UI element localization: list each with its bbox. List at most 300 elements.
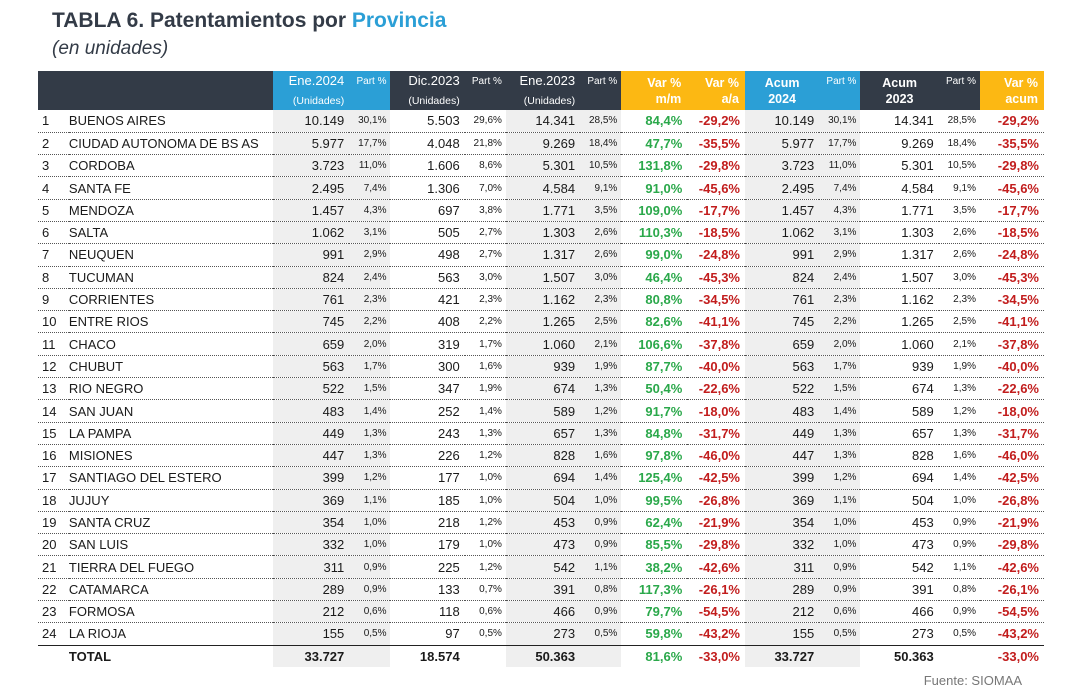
cell-vac: -17,7%	[980, 199, 1044, 221]
cell-e24: 563	[273, 355, 349, 377]
cell-p2: 2,7%	[465, 244, 506, 266]
cell-p5: 0,9%	[939, 534, 980, 556]
cell-p3: 1,6%	[580, 444, 621, 466]
cell-p2: 2,3%	[465, 288, 506, 310]
cell-e24: 991	[273, 244, 349, 266]
header-blank	[38, 71, 69, 110]
cell-p2: 2,2%	[465, 311, 506, 333]
cell-p1: 1,4%	[349, 400, 390, 422]
cell-p3: 2,3%	[580, 288, 621, 310]
cell-d23: 185	[390, 489, 464, 511]
cell-p4: 1,1%	[819, 489, 860, 511]
cell-a24: 483	[745, 400, 819, 422]
cell-vac: -35,5%	[980, 132, 1044, 154]
cell-vac: -24,8%	[980, 244, 1044, 266]
cell-p3: 2,5%	[580, 311, 621, 333]
cell-e24: 399	[273, 467, 349, 489]
cell-prov: TIERRA DEL FUEGO	[69, 556, 273, 578]
cell-prov: CIUDAD AUTONOMA DE BS AS	[69, 132, 273, 154]
cell-p5: 0,8%	[939, 578, 980, 600]
cell-a23: 1.771	[860, 199, 938, 221]
cell-p4	[819, 645, 860, 667]
cell-d23: 97	[390, 623, 464, 645]
header-var-mm: Var % m/m	[621, 71, 687, 110]
cell-p4: 0,5%	[819, 623, 860, 645]
cell-vmm: 46,4%	[621, 266, 687, 288]
cell-p4: 1,3%	[819, 444, 860, 466]
cell-a24: 1.062	[745, 221, 819, 243]
cell-p2: 0,7%	[465, 578, 506, 600]
table-row	[38, 155, 1044, 177]
cell-p3: 2,6%	[580, 221, 621, 243]
cell-d23: 225	[390, 556, 464, 578]
cell-n: 17	[38, 467, 69, 489]
cell-vaa: -43,2%	[687, 623, 745, 645]
cell-n: 2	[38, 132, 69, 154]
cell-vaa: -31,7%	[687, 422, 745, 444]
cell-prov: TOTAL	[69, 645, 273, 667]
cell-vaa: -34,5%	[687, 288, 745, 310]
cell-d23: 133	[390, 578, 464, 600]
cell-a24: 332	[745, 534, 819, 556]
cell-p2	[465, 645, 506, 667]
source-note: Fuente: SIOMAA	[923, 673, 1022, 688]
cell-d23: 18.574	[390, 645, 464, 667]
cell-p3: 28,5%	[580, 110, 621, 132]
cell-p2: 21,8%	[465, 132, 506, 154]
cell-a24: 33.727	[745, 645, 819, 667]
cell-vac: -22,6%	[980, 378, 1044, 400]
cell-p3: 1,0%	[580, 489, 621, 511]
cell-p3: 1,9%	[580, 355, 621, 377]
cell-vac: -41,1%	[980, 311, 1044, 333]
cell-p5: 3,5%	[939, 199, 980, 221]
cell-p3: 1,1%	[580, 556, 621, 578]
cell-a23: 674	[860, 378, 938, 400]
cell-a23: 657	[860, 422, 938, 444]
table-row	[38, 422, 1044, 444]
cell-a24: 399	[745, 467, 819, 489]
cell-e23: 589	[506, 400, 580, 422]
cell-vmm: 85,5%	[621, 534, 687, 556]
cell-p4: 7,4%	[819, 177, 860, 199]
cell-n: 3	[38, 155, 69, 177]
cell-vmm: 91,7%	[621, 400, 687, 422]
cell-vac: -33,0%	[980, 645, 1044, 667]
table-row	[38, 177, 1044, 199]
cell-p2: 0,5%	[465, 623, 506, 645]
cell-n: 6	[38, 221, 69, 243]
cell-vmm: 84,8%	[621, 422, 687, 444]
cell-d23: 177	[390, 467, 464, 489]
cell-vmm: 109,0%	[621, 199, 687, 221]
cell-p5: 2,6%	[939, 221, 980, 243]
header-blank	[69, 71, 273, 110]
table-row	[38, 355, 1044, 377]
cell-n: 16	[38, 444, 69, 466]
cell-p1: 2,3%	[349, 288, 390, 310]
cell-d23: 347	[390, 378, 464, 400]
cell-vmm: 99,0%	[621, 244, 687, 266]
cell-vac: -45,3%	[980, 266, 1044, 288]
table-row	[38, 534, 1044, 556]
cell-p5: 1,4%	[939, 467, 980, 489]
cell-a24: 5.977	[745, 132, 819, 154]
cell-p4: 4,3%	[819, 199, 860, 221]
cell-vmm: 99,5%	[621, 489, 687, 511]
table-row	[38, 132, 1044, 154]
cell-d23: 408	[390, 311, 464, 333]
cell-vaa: -29,8%	[687, 155, 745, 177]
cell-a24: 155	[745, 623, 819, 645]
cell-p3: 0,9%	[580, 511, 621, 533]
cell-p5: 2,1%	[939, 333, 980, 355]
cell-prov: SAN JUAN	[69, 400, 273, 422]
cell-a23: 9.269	[860, 132, 938, 154]
cell-p5: 1,0%	[939, 489, 980, 511]
cell-n: 18	[38, 489, 69, 511]
cell-p2: 2,7%	[465, 221, 506, 243]
cell-vac: -45,6%	[980, 177, 1044, 199]
cell-vmm: 79,7%	[621, 601, 687, 623]
cell-vac: -54,5%	[980, 601, 1044, 623]
cell-p1: 2,9%	[349, 244, 390, 266]
cell-a23: 1.507	[860, 266, 938, 288]
table-row	[38, 556, 1044, 578]
cell-vaa: -29,8%	[687, 534, 745, 556]
cell-p5: 2,5%	[939, 311, 980, 333]
cell-p1: 0,6%	[349, 601, 390, 623]
cell-prov: CORDOBA	[69, 155, 273, 177]
cell-p5: 1,6%	[939, 444, 980, 466]
cell-vac: -29,8%	[980, 534, 1044, 556]
cell-p5: 10,5%	[939, 155, 980, 177]
cell-vac: -21,9%	[980, 511, 1044, 533]
header-part: Part %	[465, 71, 506, 110]
header-part: Part %	[349, 71, 390, 110]
cell-a24: 563	[745, 355, 819, 377]
cell-p4: 2,3%	[819, 288, 860, 310]
header-dic2023: Dic.2023 (Unidades)	[390, 71, 464, 110]
cell-p2: 7,0%	[465, 177, 506, 199]
cell-d23: 4.048	[390, 132, 464, 154]
cell-p3: 1,2%	[580, 400, 621, 422]
cell-vaa: -18,5%	[687, 221, 745, 243]
cell-a23: 939	[860, 355, 938, 377]
header-ene2023: Ene.2023 (Unidades)	[506, 71, 580, 110]
cell-a24: 824	[745, 266, 819, 288]
cell-prov: CORRIENTES	[69, 288, 273, 310]
cell-vmm: 62,4%	[621, 511, 687, 533]
cell-vmm: 97,8%	[621, 444, 687, 466]
cell-vac: -29,8%	[980, 155, 1044, 177]
title-main: TABLA 6. Patentamientos por	[52, 9, 352, 32]
cell-p4: 30,1%	[819, 110, 860, 132]
cell-p1: 1,0%	[349, 511, 390, 533]
cell-prov: LA PAMPA	[69, 422, 273, 444]
cell-p2: 1,2%	[465, 444, 506, 466]
cell-p1: 1,1%	[349, 489, 390, 511]
cell-e23: 1.060	[506, 333, 580, 355]
table-row	[38, 266, 1044, 288]
cell-p4: 1,3%	[819, 422, 860, 444]
table-row	[38, 311, 1044, 333]
cell-e23: 694	[506, 467, 580, 489]
cell-d23: 300	[390, 355, 464, 377]
table-row	[38, 489, 1044, 511]
table-row	[38, 221, 1044, 243]
header-part: Part %	[580, 71, 621, 110]
cell-p4: 1,0%	[819, 511, 860, 533]
cell-vac: -46,0%	[980, 444, 1044, 466]
cell-vaa: -33,0%	[687, 645, 745, 667]
cell-vmm: 91,0%	[621, 177, 687, 199]
cell-p5: 1,2%	[939, 400, 980, 422]
cell-prov: NEUQUEN	[69, 244, 273, 266]
cell-a23: 1.317	[860, 244, 938, 266]
cell-a23: 589	[860, 400, 938, 422]
cell-a24: 3.723	[745, 155, 819, 177]
cell-a23: 694	[860, 467, 938, 489]
cell-p2: 3,0%	[465, 266, 506, 288]
header-row	[38, 71, 1044, 110]
table-row	[38, 199, 1044, 221]
cell-p1: 2,2%	[349, 311, 390, 333]
cell-d23: 218	[390, 511, 464, 533]
table-row	[38, 378, 1044, 400]
cell-p4: 2,2%	[819, 311, 860, 333]
cell-vmm: 59,8%	[621, 623, 687, 645]
cell-a24: 447	[745, 444, 819, 466]
cell-p1: 30,1%	[349, 110, 390, 132]
cell-p3: 0,8%	[580, 578, 621, 600]
cell-vmm: 47,7%	[621, 132, 687, 154]
cell-d23: 697	[390, 199, 464, 221]
cell-p1: 0,5%	[349, 623, 390, 645]
cell-a24: 991	[745, 244, 819, 266]
cell-vaa: -29,2%	[687, 110, 745, 132]
cell-a23: 542	[860, 556, 938, 578]
cell-p3: 2,6%	[580, 244, 621, 266]
cell-vac: -34,5%	[980, 288, 1044, 310]
cell-e24: 369	[273, 489, 349, 511]
cell-e24: 354	[273, 511, 349, 533]
cell-a24: 311	[745, 556, 819, 578]
cell-p2: 1,0%	[465, 534, 506, 556]
cell-n: 1	[38, 110, 69, 132]
cell-e24: 659	[273, 333, 349, 355]
cell-d23: 421	[390, 288, 464, 310]
cell-vaa: -22,6%	[687, 378, 745, 400]
cell-d23: 179	[390, 534, 464, 556]
cell-p4: 1,7%	[819, 355, 860, 377]
cell-p4: 2,9%	[819, 244, 860, 266]
cell-prov: ENTRE RIOS	[69, 311, 273, 333]
cell-p2: 29,6%	[465, 110, 506, 132]
cell-vac: -26,8%	[980, 489, 1044, 511]
cell-d23: 498	[390, 244, 464, 266]
cell-p3: 1,4%	[580, 467, 621, 489]
table-row	[38, 578, 1044, 600]
cell-e24: 10.149	[273, 110, 349, 132]
cell-prov: RIO NEGRO	[69, 378, 273, 400]
cell-e24: 447	[273, 444, 349, 466]
cell-a23: 5.301	[860, 155, 938, 177]
cell-e23: 50.363	[506, 645, 580, 667]
cell-p2: 8,6%	[465, 155, 506, 177]
cell-d23: 563	[390, 266, 464, 288]
cell-n	[38, 645, 69, 667]
cell-e23: 1.303	[506, 221, 580, 243]
cell-prov: MENDOZA	[69, 199, 273, 221]
cell-n: 9	[38, 288, 69, 310]
cell-e24: 745	[273, 311, 349, 333]
cell-vac: -18,0%	[980, 400, 1044, 422]
cell-vac: -42,5%	[980, 467, 1044, 489]
cell-vac: -40,0%	[980, 355, 1044, 377]
cell-a23: 391	[860, 578, 938, 600]
cell-e24: 289	[273, 578, 349, 600]
cell-a24: 289	[745, 578, 819, 600]
cell-n: 7	[38, 244, 69, 266]
cell-p3: 1,3%	[580, 422, 621, 444]
cell-e23: 504	[506, 489, 580, 511]
cell-vac: -37,8%	[980, 333, 1044, 355]
cell-n: 23	[38, 601, 69, 623]
cell-p3: 3,0%	[580, 266, 621, 288]
cell-prov: SANTA CRUZ	[69, 511, 273, 533]
cell-vmm: 50,4%	[621, 378, 687, 400]
cell-vac: -18,5%	[980, 221, 1044, 243]
cell-vac: -26,1%	[980, 578, 1044, 600]
cell-e23: 1.265	[506, 311, 580, 333]
cell-p1: 1,3%	[349, 444, 390, 466]
cell-p2: 1,4%	[465, 400, 506, 422]
cell-n: 14	[38, 400, 69, 422]
cell-e24: 5.977	[273, 132, 349, 154]
cell-e23: 9.269	[506, 132, 580, 154]
cell-p4: 2,0%	[819, 333, 860, 355]
cell-e24: 311	[273, 556, 349, 578]
cell-prov: MISIONES	[69, 444, 273, 466]
cell-d23: 226	[390, 444, 464, 466]
cell-p1: 0,9%	[349, 556, 390, 578]
cell-p5	[939, 645, 980, 667]
cell-n: 24	[38, 623, 69, 645]
cell-p1: 3,1%	[349, 221, 390, 243]
cell-p3: 18,4%	[580, 132, 621, 154]
cell-d23: 118	[390, 601, 464, 623]
cell-e24: 332	[273, 534, 349, 556]
cell-p5: 3,0%	[939, 266, 980, 288]
cell-p2: 1,0%	[465, 489, 506, 511]
cell-a24: 522	[745, 378, 819, 400]
cell-p4: 1,4%	[819, 400, 860, 422]
cell-vaa: -46,0%	[687, 444, 745, 466]
cell-vac: -31,7%	[980, 422, 1044, 444]
cell-e24: 761	[273, 288, 349, 310]
cell-a24: 2.495	[745, 177, 819, 199]
cell-vmm: 84,4%	[621, 110, 687, 132]
cell-p4: 0,9%	[819, 556, 860, 578]
cell-prov: CHACO	[69, 333, 273, 355]
table-row	[38, 511, 1044, 533]
cell-e24: 1.062	[273, 221, 349, 243]
cell-d23: 1.606	[390, 155, 464, 177]
cell-a23: 273	[860, 623, 938, 645]
cell-p2: 1,7%	[465, 333, 506, 355]
cell-p5: 1,3%	[939, 422, 980, 444]
table-row	[38, 333, 1044, 355]
cell-p1: 17,7%	[349, 132, 390, 154]
header-part: Part %	[939, 71, 980, 110]
cell-n: 12	[38, 355, 69, 377]
cell-n: 21	[38, 556, 69, 578]
cell-e23: 1.317	[506, 244, 580, 266]
cell-p4: 2,4%	[819, 266, 860, 288]
cell-p1	[349, 645, 390, 667]
cell-e24: 2.495	[273, 177, 349, 199]
cell-a24: 354	[745, 511, 819, 533]
cell-d23: 505	[390, 221, 464, 243]
cell-e24: 824	[273, 266, 349, 288]
cell-e23: 4.584	[506, 177, 580, 199]
cell-vaa: -17,7%	[687, 199, 745, 221]
cell-vmm: 110,3%	[621, 221, 687, 243]
cell-e24: 155	[273, 623, 349, 645]
cell-a23: 466	[860, 601, 938, 623]
cell-p5: 9,1%	[939, 177, 980, 199]
cell-e23: 466	[506, 601, 580, 623]
cell-p3	[580, 645, 621, 667]
cell-vaa: -40,0%	[687, 355, 745, 377]
cell-vaa: -42,5%	[687, 467, 745, 489]
cell-p4: 0,9%	[819, 578, 860, 600]
table-row	[38, 400, 1044, 422]
cell-vmm: 125,4%	[621, 467, 687, 489]
cell-p4: 1,2%	[819, 467, 860, 489]
header-acum2023: Acum 2023	[860, 71, 938, 110]
cell-a23: 14.341	[860, 110, 938, 132]
cell-a23: 1.265	[860, 311, 938, 333]
table-row	[38, 601, 1044, 623]
table-row	[38, 444, 1044, 466]
cell-p1: 2,0%	[349, 333, 390, 355]
cell-e23: 1.507	[506, 266, 580, 288]
cell-a23: 504	[860, 489, 938, 511]
cell-e23: 1.771	[506, 199, 580, 221]
cell-a23: 453	[860, 511, 938, 533]
cell-vmm: 106,6%	[621, 333, 687, 355]
cell-e24: 1.457	[273, 199, 349, 221]
cell-d23: 1.306	[390, 177, 464, 199]
cell-p5: 18,4%	[939, 132, 980, 154]
cell-p3: 1,3%	[580, 378, 621, 400]
cell-prov: SANTA FE	[69, 177, 273, 199]
cell-p5: 0,5%	[939, 623, 980, 645]
cell-e23: 453	[506, 511, 580, 533]
cell-p1: 1,3%	[349, 422, 390, 444]
cell-a24: 212	[745, 601, 819, 623]
cell-d23: 5.503	[390, 110, 464, 132]
cell-n: 4	[38, 177, 69, 199]
cell-p5: 2,3%	[939, 288, 980, 310]
cell-a24: 369	[745, 489, 819, 511]
cell-n: 22	[38, 578, 69, 600]
cell-prov: FORMOSA	[69, 601, 273, 623]
cell-prov: BUENOS AIRES	[69, 110, 273, 132]
cell-prov: CHUBUT	[69, 355, 273, 377]
